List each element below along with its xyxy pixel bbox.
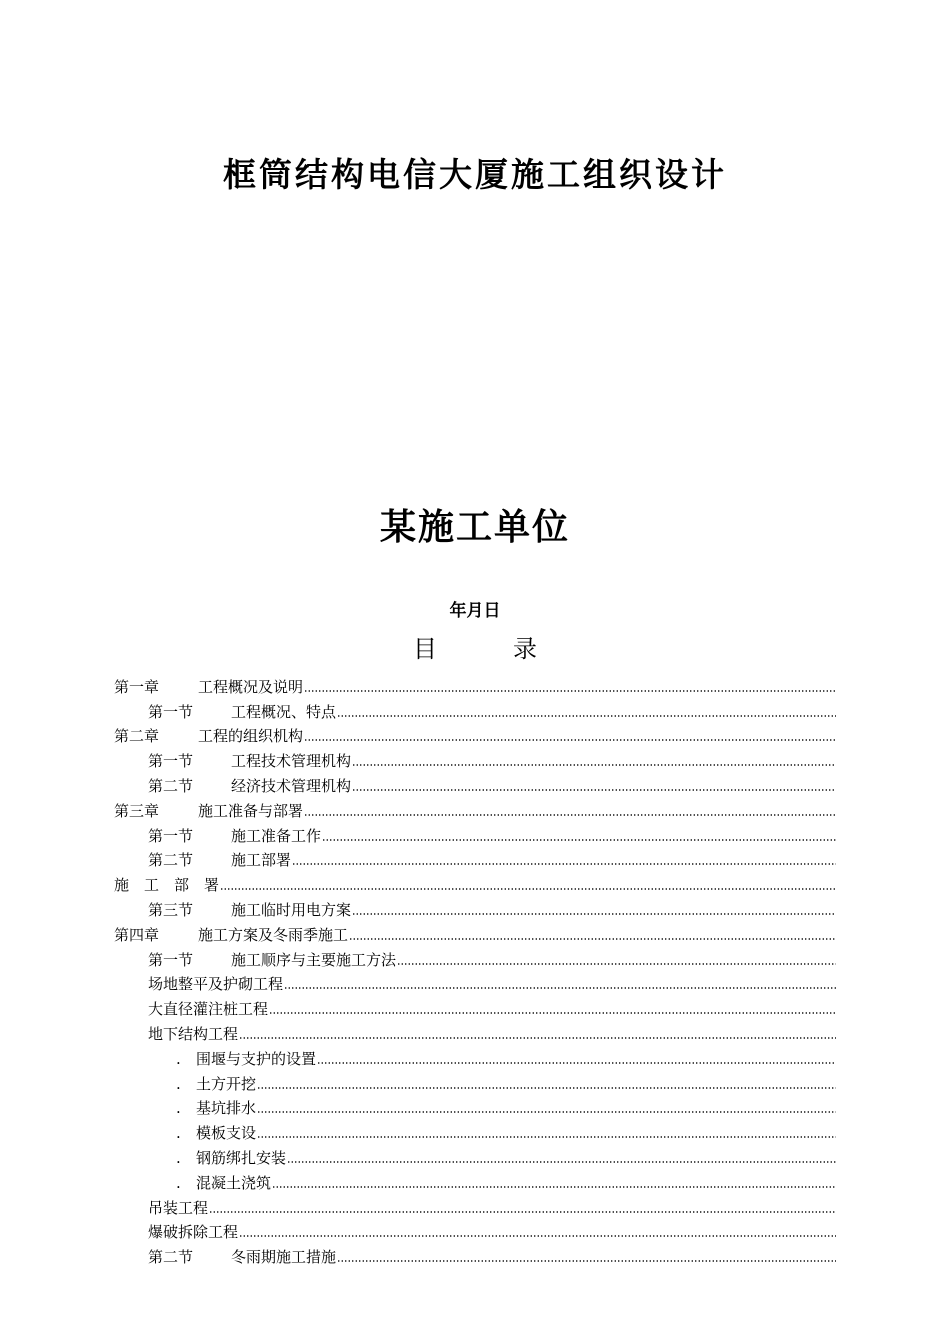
toc-entry-number: 第一节 xyxy=(148,826,194,845)
toc-entry-title: 基坑排水 xyxy=(196,1099,257,1118)
toc-entry-title: 冬雨期施工措施 xyxy=(231,1248,337,1267)
toc-dot-leader xyxy=(317,1061,836,1065)
toc-entry[interactable] xyxy=(114,946,836,971)
toc-entry-label xyxy=(176,1097,256,1119)
toc-entry-number: 第一节 xyxy=(148,702,194,721)
toc-dot-leader xyxy=(257,1086,836,1090)
toc-entry-title: 施工部署 xyxy=(231,851,292,870)
toc-entry-label xyxy=(148,775,351,797)
toc-entry[interactable] xyxy=(114,1194,836,1219)
toc-entry[interactable] xyxy=(114,1119,836,1144)
toc-dot-leader xyxy=(269,1011,836,1015)
toc-entry[interactable] xyxy=(114,1144,836,1169)
toc-dot-leader xyxy=(209,1210,836,1214)
toc-entry[interactable] xyxy=(114,921,836,946)
toc-entry-title: 爆破拆除工程 xyxy=(148,1223,239,1242)
toc-entry-label xyxy=(148,701,336,723)
toc-entry[interactable] xyxy=(114,995,836,1020)
toc-entry-label xyxy=(148,825,321,847)
toc-entry-label xyxy=(148,849,291,871)
toc-entry-title: 工程概况及说明 xyxy=(198,677,304,696)
toc-entry-number: . xyxy=(176,1049,181,1068)
toc-entry-title: 大直径灌注桩工程 xyxy=(148,1000,269,1019)
toc-entry-title: 混凝土浇筑 xyxy=(196,1173,272,1192)
toc-entry-label xyxy=(148,750,351,772)
toc-entry-label xyxy=(148,1246,336,1268)
toc-entry-label xyxy=(114,676,303,698)
toc-entry-number: . xyxy=(176,1099,181,1118)
toc-entry-label xyxy=(148,1197,208,1219)
toc-entry-label xyxy=(176,1122,256,1144)
toc-entry-title: 地下结构工程 xyxy=(148,1024,239,1043)
toc-entry-title: 场地整平及护砌工程 xyxy=(148,975,284,994)
toc-entry-number: 第四章 xyxy=(114,925,160,944)
toc-entry[interactable] xyxy=(114,1020,836,1045)
toc-dot-leader xyxy=(337,1259,836,1263)
toc-dot-leader xyxy=(220,887,836,891)
toc-dot-leader xyxy=(349,937,836,941)
toc-entry-label xyxy=(176,1073,256,1095)
toc-entry-label xyxy=(176,1172,271,1194)
toc-entry-number: . xyxy=(176,1148,181,1167)
toc-dot-leader xyxy=(304,813,836,817)
toc-entry[interactable] xyxy=(114,747,836,772)
toc-entry-number: 第二章 xyxy=(114,727,160,746)
toc-entry-title: 施工临时用电方案 xyxy=(231,900,352,919)
toc-entry-title: 工程的组织机构 xyxy=(198,727,304,746)
toc-dot-leader xyxy=(284,986,836,990)
toc-entry-title: 施工准备工作 xyxy=(231,826,322,845)
table-of-contents xyxy=(114,673,836,1268)
toc-dot-leader xyxy=(304,689,836,693)
document-date: 年月日 xyxy=(449,601,501,621)
toc-entry-number: 第二节 xyxy=(148,851,194,870)
toc-entry[interactable] xyxy=(114,698,836,723)
toc-entry[interactable] xyxy=(114,797,836,822)
organization-name: 某施工单位 xyxy=(379,506,570,548)
toc-entry[interactable] xyxy=(114,847,836,872)
toc-entry[interactable] xyxy=(114,1243,836,1268)
toc-entry-number: 第二节 xyxy=(148,1248,194,1267)
toc-heading: 目 录 xyxy=(413,635,563,663)
document-title: 框筒结构电信大厦施工组织设计 xyxy=(223,155,727,194)
toc-entry[interactable] xyxy=(114,673,836,698)
toc-dot-leader xyxy=(239,1234,836,1238)
toc-dot-leader xyxy=(352,788,836,792)
toc-entry-title: 施 工 部 署 xyxy=(114,876,220,895)
toc-entry-title: 工程概况、特点 xyxy=(231,702,337,721)
toc-entry-number: 第一节 xyxy=(148,950,194,969)
toc-entry-title: 吊装工程 xyxy=(148,1198,209,1217)
toc-dot-leader xyxy=(322,838,836,842)
toc-entry[interactable] xyxy=(114,896,836,921)
toc-entry-number: 第二节 xyxy=(148,776,194,795)
toc-entry-label xyxy=(148,998,268,1020)
toc-entry-label xyxy=(148,949,396,971)
toc-entry-title: 模板支设 xyxy=(196,1124,257,1143)
toc-entry-label xyxy=(114,725,303,747)
toc-entry-label xyxy=(148,973,283,995)
toc-dot-leader xyxy=(292,862,836,866)
toc-entry-label xyxy=(176,1147,286,1169)
toc-entry-label xyxy=(114,874,219,896)
toc-entry[interactable] xyxy=(114,971,836,996)
toc-entry-number: . xyxy=(176,1074,181,1093)
toc-entry-number: 第一节 xyxy=(148,752,194,771)
toc-entry-label xyxy=(114,800,303,822)
toc-entry-title: 工程技术管理机构 xyxy=(231,752,352,771)
toc-entry-number: . xyxy=(176,1173,181,1192)
toc-entry[interactable] xyxy=(114,772,836,797)
toc-entry-title: 围堰与支护的设置 xyxy=(196,1049,317,1068)
toc-entry-title: 土方开挖 xyxy=(196,1074,257,1093)
toc-entry[interactable] xyxy=(114,1095,836,1120)
toc-entry-number: . xyxy=(176,1124,181,1143)
toc-entry-number: 第三章 xyxy=(114,801,160,820)
toc-entry[interactable] xyxy=(114,1045,836,1070)
toc-entry-label xyxy=(148,899,351,921)
toc-entry-label xyxy=(114,924,348,946)
toc-dot-leader xyxy=(352,912,836,916)
toc-dot-leader xyxy=(352,763,836,767)
toc-dot-leader xyxy=(257,1110,836,1114)
toc-entry[interactable] xyxy=(114,1169,836,1194)
toc-entry-number: 第一章 xyxy=(114,677,160,696)
toc-entry-title: 施工准备与部署 xyxy=(198,801,304,820)
toc-entry-label xyxy=(176,1048,316,1070)
toc-entry[interactable] xyxy=(114,1219,836,1244)
toc-dot-leader xyxy=(304,738,836,742)
toc-entry-title: 施工方案及冬雨季施工 xyxy=(198,925,349,944)
toc-entry[interactable] xyxy=(114,1070,836,1095)
toc-entry-title: 钢筋绑扎安装 xyxy=(196,1148,287,1167)
toc-dot-leader xyxy=(272,1185,836,1189)
toc-entry[interactable] xyxy=(114,822,836,847)
toc-entry-title: 施工顺序与主要施工方法 xyxy=(231,950,397,969)
toc-dot-leader xyxy=(337,714,836,718)
toc-entry-number: 第三节 xyxy=(148,900,194,919)
toc-entry[interactable] xyxy=(114,723,836,748)
toc-entry-title: 经济技术管理机构 xyxy=(231,776,352,795)
toc-dot-leader xyxy=(257,1135,836,1139)
toc-entry-label xyxy=(148,1023,238,1045)
toc-dot-leader xyxy=(397,962,836,966)
toc-dot-leader xyxy=(287,1160,836,1164)
toc-entry-label xyxy=(148,1221,238,1243)
toc-dot-leader xyxy=(239,1036,836,1040)
toc-entry[interactable] xyxy=(114,871,836,896)
